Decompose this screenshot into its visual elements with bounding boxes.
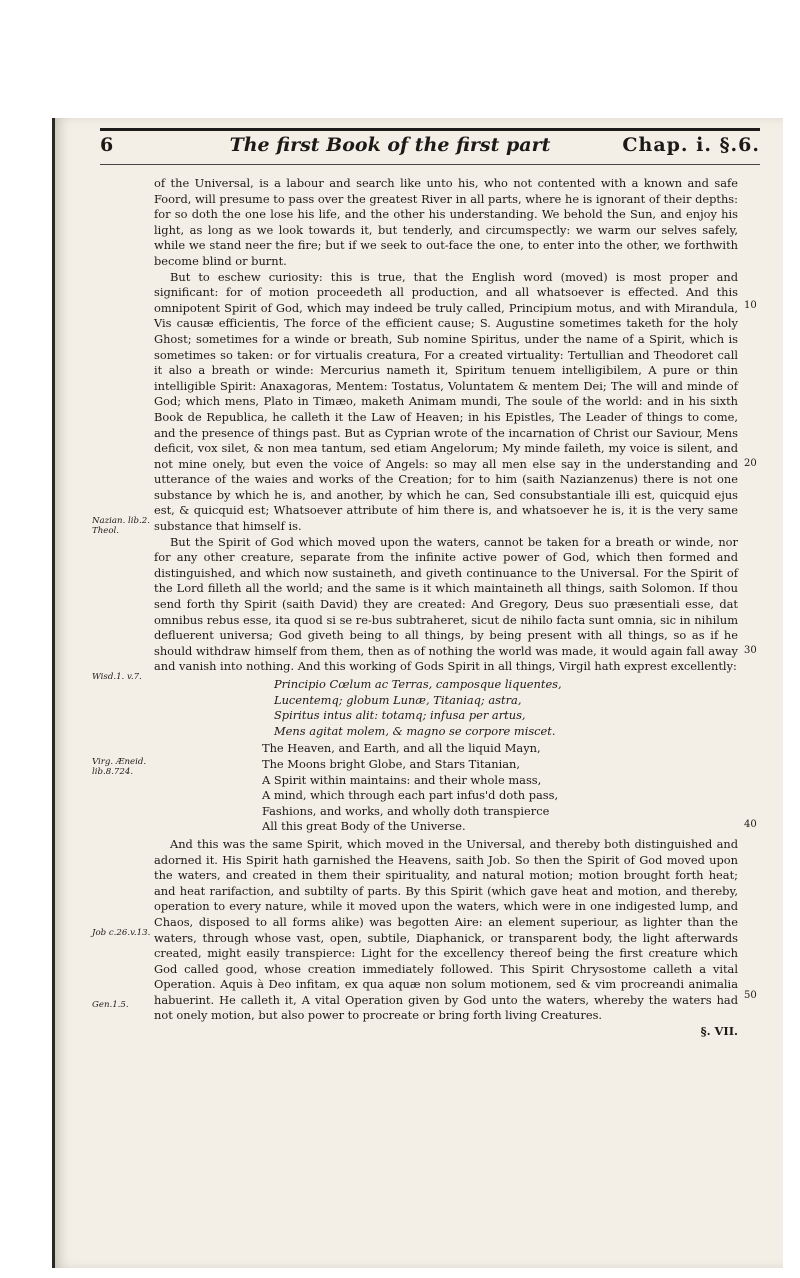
running-title: The first Book of the first part [229,134,551,156]
line-number: 10 [744,300,757,311]
header-underline [100,164,760,165]
catchword: §. VII. [700,1024,738,1039]
book-gutter [0,0,52,1278]
english-verse [154,741,738,835]
running-header [100,134,760,162]
paragraph: But to eschew curiosity: this is true, that the English word (moved) is most proper and significant: for of motion proceedeth all production, and all whatsoever is effected. And this omnipotent Spirit of God, which may indeed be truly called, Principium motus, and with Mirandula, Vis causæ efficientis, The force of the efficient cause; S. Augustine sometimes taketh for the holy Ghost; sometimes for a winde or breath, Sub nomine Spiritus, under the name of a Spirit, which is sometimes so taken: or for virtualis creatura, For a created virtuality: Tertullian and Theodoret call it also a breath or winde: Mercurius nameth it, Spiritum tenuem intelligibilem, A pure or thin intelligible Spirit: Anaxagoras, Mentem: Tostatus, Voluntatem & mentem Dei; The will and minde of God; which mens, Plato in Timæo, maketh Animam mundi, The soule of the world: and in his sixth Book de Republica, he calleth it the Law of Heaven; in his Epistles, The Leader of things to come, and the presence of things past. But as Cyprian wrote of the incarnation of Christ our Saviour, Mens deficit, vox silet, & non mea tantum, sed etiam Angelorum; My minde faileth, my voice is silent, and not mine onely, but even the voice of Angels: so may all men else say in the understanding and utterance of the waies and works of the Creation; for to him (saith Nazianzenus) there is not one substance by which he is, and another, by which he can, Sed consubstantiale illi est, quicquid ejus est, & quicquid est; Whatsoever attribute of him there is, and whatsoever he is, it is the very same substance that himself is. [154,269,738,534]
marginal-note: Nazian. lib.2. Theol. [92,516,150,536]
paragraph: But the Spirit of God which moved upon the waters, cannot be taken for a breath or winde, nor for any other creature, separate from the infinite active power of God, which then formed and distinguished, and which now sustaineth, and giveth continuance to the Universal. For the Spirit of the Lord filleth all the world; and the same is it which maintaineth all things, saith Solomon. If thou send forth thy Spirit (saith David) they are created: And Gregory, Deus suo præsentiali esse, dat omnibus rebus esse, ita quod si se re-bus subtraheret, sicut de nihilo facta sunt omnia, sic in nihilum defluerent universa; God giveth being to all things, by being present with all things, so as if he should withdraw himself from them, then as of nothing the world was made, it would again fall away and vanish into nothing. And this working of Gods Spirit in all things, Virgil hath exprest excellently: [154,534,738,674]
verse-line: Fashions, and works, and wholly doth transpierce [262,803,550,818]
paragraph: And this was the same Spirit, which moved in the Universal, and thereby both distinguished and adorned it. His Spirit hath garnished the Heavens, saith Job. So then the Spirit of God moved upon the waters, and created in them their spirituality, and natural motion; motion brought forth heat; and heat rarifaction, and subtilty of parts. By this Spirit (which gave heat and motion, and thereby, operation to every nature, while it moved upon the waters, which were in one indigested lump, and Chaos, disposed to all forms alike) was begotten Aire: an element superiour, as lighter than the waters, through whose vast, open, subtile, Diaphanick, or transparent body, the light afterwards created, might easily transpierce: Light for the excellency thereof being the first creature which God called good, whose creation immediately followed. This Spirit Chrysostome calleth a vital Operation. Aquis à Deo infitam, ex qua aquæ non solum motionem, sed & vim procreandi animalia habuerint. He calleth it, A vital Operation given by God unto the waters, whereby the waters had not onely motion, but also power to procreate or bring forth living Creatures. [154,836,738,1023]
verse-line: A Spirit within maintains: and their whole mass, [262,772,542,787]
page-body [154,176,738,1040]
verse-line: Spiritus intus alit: totamq; infusa per artus, [274,708,526,723]
line-number: 40 [744,819,757,830]
line-number: 50 [744,990,757,1001]
verse-line: Lucentemq; globum Lunæ, Titaniaq; astra, [274,692,522,707]
marginal-note: Wisd.1. v.7. [92,672,142,682]
verse-line: The Moons bright Globe, and Stars Titanian, [262,756,521,771]
chapter-reference: Chap. i. §.6. [622,134,760,156]
latin-verse [154,677,738,739]
header-rule [100,128,760,131]
verse-line: The Heaven, and Earth, and all the liquid Mayn, [262,741,541,756]
verse-line: A mind, which through each part infus'd doth pass, [262,788,559,803]
verse-line: Principio Cœlum ac Terras, camposque liquentes, [274,677,562,691]
verse-line: Mens agitat molem, & magno se corpore miscet. [274,723,556,738]
page-number: 6 [100,134,114,156]
verse-line: All this great Body of the Universe. [262,819,466,834]
marginal-note: Virg. Æneid. lib.8.724. [92,757,147,777]
line-number: 20 [744,458,757,469]
marginal-note: Gen.1.5. [92,1000,129,1010]
marginal-note: Job c.26.v.13. [92,928,151,938]
line-number: 30 [744,645,757,656]
paragraph: of the Universal, is a labour and search like unto his, who not contented with a known and safe Foord, will presume to pass over the greatest River in all parts, where he is ignorant of their depths: for so doth the one lose his life, and the other his understanding. We behold the Sun, and enjoy his light, as long as we look towards it, but tenderly, and circumspectly: we warm our selves safely, while we stand neer the fire; but if we seek to out-face the one, to enter into the other, we forthwith become blind or burnt. [154,176,738,268]
